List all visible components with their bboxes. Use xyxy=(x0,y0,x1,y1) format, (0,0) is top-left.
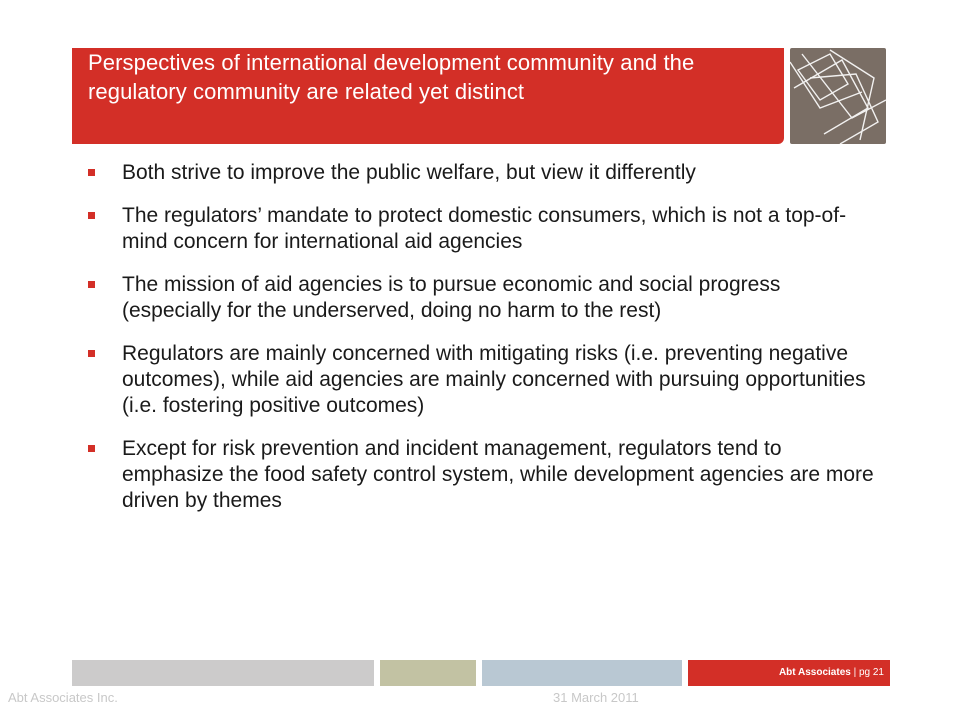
footer-bar-grey xyxy=(72,660,374,686)
footer-brand: Abt Associates xyxy=(778,667,851,678)
slide-title: Perspectives of international development community and the regulatory community are related yet distinct xyxy=(88,50,695,104)
square-bullet-icon xyxy=(88,281,95,288)
bullet-item xyxy=(86,436,876,514)
bullet-text: The mission of aid agencies is to pursue economic and social progress (especially for the underserved, doing no harm to the rest) xyxy=(122,273,781,322)
footer-page-number: | pg 21 xyxy=(853,667,884,678)
square-bullet-icon xyxy=(88,350,95,357)
bullet-list xyxy=(86,160,876,531)
bullet-text: Regulators are mainly concerned with mitigating risks (i.e. preventing negative outcomes), while aid agencies are mainly concerned with pursuing opportunities (i.e. fostering positive outcomes) xyxy=(122,342,866,417)
square-bullet-icon xyxy=(88,445,95,452)
abt-logo-mark-icon xyxy=(790,48,886,144)
bullet-item xyxy=(86,160,876,186)
logo-lines xyxy=(790,48,886,144)
footer-bar-olive xyxy=(380,660,476,686)
bullet-text: The regulators’ mandate to protect domestic consumers, which is not a top-of-mind concern for international aid agencies xyxy=(122,204,847,253)
bullet-item xyxy=(86,203,876,255)
bullet-item xyxy=(86,341,876,419)
bullet-text: Except for risk prevention and incident management, regulators tend to emphasize the food safety control system, while development agencies are more driven by themes xyxy=(122,437,874,512)
square-bullet-icon xyxy=(88,169,95,176)
bullet-text: Both strive to improve the public welfare, but view it differently xyxy=(122,161,696,184)
footer-page-label xyxy=(688,660,890,686)
footer-date: 31 March 2011 xyxy=(553,690,639,705)
footer-bar-blue xyxy=(482,660,682,686)
bullet-item xyxy=(86,272,876,324)
footer-company: Abt Associates Inc. xyxy=(8,690,118,705)
slide-title-bar xyxy=(72,48,784,144)
square-bullet-icon xyxy=(88,212,95,219)
